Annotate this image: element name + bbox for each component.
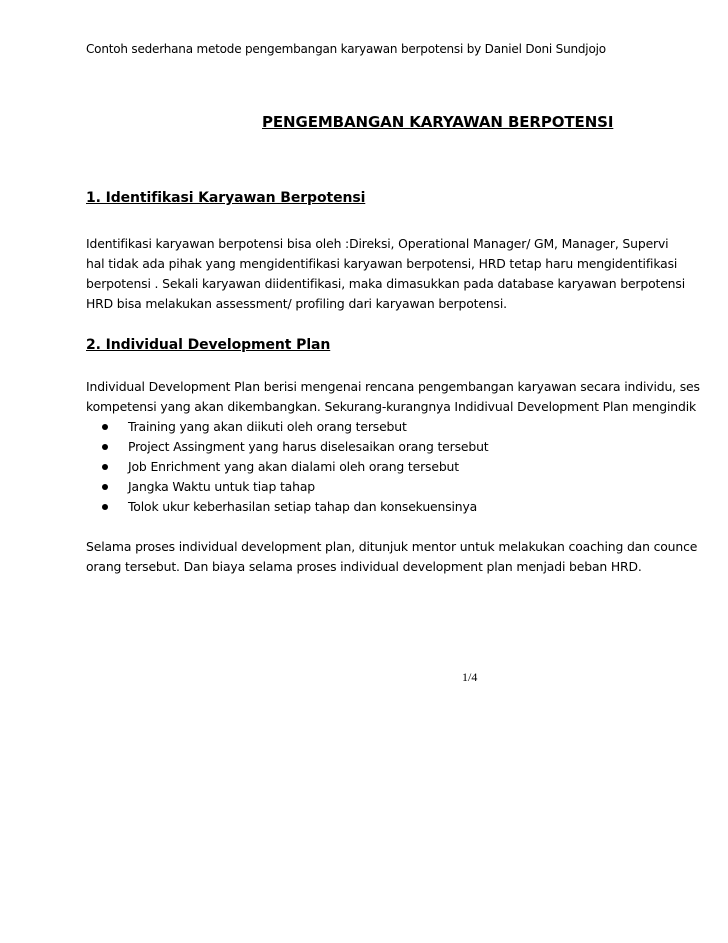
section-1-line-2: hal tidak ada pihak yang mengidentifikasi karyawan berpotensi, HRD tetap haru mengidentifikasi bbox=[86, 256, 678, 271]
list-item bbox=[100, 417, 488, 437]
list-item-text: Job Enrichment yang akan dialami oleh orang tersebut bbox=[128, 459, 459, 474]
list-item-text: Project Assingment yang harus diselesaikan orang tersebut bbox=[128, 439, 489, 454]
page-number: 1/4 bbox=[462, 670, 478, 684]
bullet-icon bbox=[102, 424, 108, 430]
list-item bbox=[100, 437, 488, 457]
section-2-heading: 2. Individual Development Plan bbox=[86, 337, 331, 353]
section-2-line-1: Individual Development Plan berisi mengenai rencana pengembangan karyawan secara individu, ses bbox=[86, 379, 700, 394]
bullet-icon bbox=[102, 444, 108, 450]
closing-line-1: Selama proses individual development plan, ditunjuk mentor untuk melakukan coaching dan counce bbox=[86, 539, 698, 554]
list-item-text: Tolok ukur keberhasilan setiap tahap dan konsekuensinya bbox=[128, 499, 478, 514]
list-item bbox=[100, 477, 488, 497]
list-item-text: Training yang akan diikuti oleh orang tersebut bbox=[128, 419, 407, 434]
section-1-line-1: Identifikasi karyawan berpotensi bisa oleh :Direksi, Operational Manager/ GM, Manager, Supervi bbox=[86, 236, 669, 251]
section-1-line-4: HRD bisa melakukan assessment/ profiling dari karyawan berpotensi. bbox=[86, 296, 507, 311]
bullet-icon bbox=[102, 464, 108, 470]
section-1-line-3: berpotensi . Sekali karyawan diidentifikasi, maka dimasukkan pada database karyawan berpotensi bbox=[86, 276, 685, 291]
closing-line-2: orang tersebut. Dan biaya selama proses individual development plan menjadi beban HRD. bbox=[86, 559, 642, 574]
list-item bbox=[100, 457, 488, 477]
document-header: Contoh sederhana metode pengembangan karyawan berpotensi by Daniel Doni Sundjojo bbox=[86, 42, 606, 56]
document-title: PENGEMBANGAN KARYAWAN BERPOTENSI bbox=[262, 113, 614, 131]
bullet-icon bbox=[102, 504, 108, 510]
section-2-line-2: kompetensi yang akan dikembangkan. Sekurang-kurangnya Indidivual Development Plan mengindik bbox=[86, 399, 697, 414]
bullet-icon bbox=[102, 484, 108, 490]
section-1-heading: 1. Identifikasi Karyawan Berpotensi bbox=[86, 190, 366, 206]
list-item bbox=[100, 497, 488, 517]
list-item-text: Jangka Waktu untuk tiap tahap bbox=[128, 479, 315, 494]
development-plan-list bbox=[100, 417, 488, 517]
